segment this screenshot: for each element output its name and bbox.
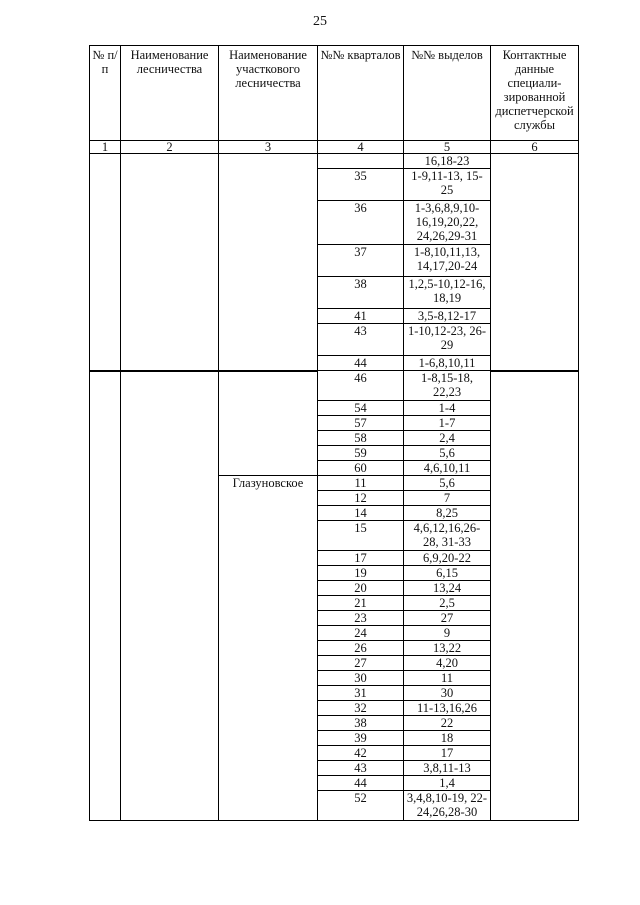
quarter-cell: 12 xyxy=(318,491,404,506)
plots-cell: 4,6,12,16,26-28, 31-33 xyxy=(404,521,491,551)
forestry-cell xyxy=(121,154,219,371)
plots-cell: 6,15 xyxy=(404,566,491,581)
plots-cell: 30 xyxy=(404,686,491,701)
quarter-cell: 23 xyxy=(318,611,404,626)
plots-cell: 18 xyxy=(404,731,491,746)
plots-cell: 1-3,6,8,9,10-16,19,20,22, 24,26,29-31 xyxy=(404,201,491,245)
plots-cell: 5,6 xyxy=(404,446,491,461)
plots-cell: 1-7 xyxy=(404,416,491,431)
column-number: 2 xyxy=(121,141,219,154)
plots-cell: 1-9,11-13, 15-25 xyxy=(404,169,491,201)
plots-cell: 27 xyxy=(404,611,491,626)
quarter-cell: 14 xyxy=(318,506,404,521)
plots-cell: 22 xyxy=(404,716,491,731)
header-row xyxy=(90,46,579,141)
header-cell-district: Наименование участкового лесничества xyxy=(219,46,318,141)
plots-cell: 11 xyxy=(404,671,491,686)
quarter-cell: 19 xyxy=(318,566,404,581)
quarter-cell: 21 xyxy=(318,596,404,611)
quarter-cell: 11 xyxy=(318,476,404,491)
plots-cell: 1-10,12-23, 26-29 xyxy=(404,324,491,356)
quarter-cell: 36 xyxy=(318,201,404,245)
column-number: 6 xyxy=(491,141,579,154)
header-cell-contacts: Контактные данные специали-зированной диспетчерской службы xyxy=(491,46,579,141)
forest-plots-table xyxy=(89,45,579,821)
plots-cell: 4,20 xyxy=(404,656,491,671)
header-cell-plots: №№ выделов xyxy=(404,46,491,141)
header-cell-quarters: №№ кварталов xyxy=(318,46,404,141)
quarter-cell: 59 xyxy=(318,446,404,461)
plots-cell: 7 xyxy=(404,491,491,506)
quarter-cell: 20 xyxy=(318,581,404,596)
quarter-cell: 57 xyxy=(318,416,404,431)
plots-cell: 1-6,8,10,11 xyxy=(404,356,491,371)
plots-cell: 13,24 xyxy=(404,581,491,596)
quarter-cell xyxy=(318,154,404,169)
table-row xyxy=(90,154,579,169)
plots-cell: 3,8,11-13 xyxy=(404,761,491,776)
plots-cell: 3,4,8,10-19, 22-24,26,28-30 xyxy=(404,791,491,821)
plots-cell: 8,25 xyxy=(404,506,491,521)
quarter-cell: 43 xyxy=(318,761,404,776)
page-number: 25 xyxy=(313,14,327,29)
quarter-cell: 44 xyxy=(318,356,404,371)
plots-cell: 5,6 xyxy=(404,476,491,491)
quarter-cell: 42 xyxy=(318,746,404,761)
quarter-cell: 27 xyxy=(318,656,404,671)
contacts-cell xyxy=(491,154,579,371)
quarter-cell: 44 xyxy=(318,776,404,791)
column-number: 1 xyxy=(90,141,121,154)
quarter-cell: 15 xyxy=(318,521,404,551)
column-number: 4 xyxy=(318,141,404,154)
quarter-cell: 52 xyxy=(318,791,404,821)
header-cell-number: № п/п xyxy=(90,46,121,141)
plots-cell: 11-13,16,26 xyxy=(404,701,491,716)
contacts-cell xyxy=(491,371,579,821)
plots-cell: 2,5 xyxy=(404,596,491,611)
table-body xyxy=(90,154,579,821)
forestry-cell xyxy=(121,371,219,821)
table-row xyxy=(90,371,579,401)
plots-cell: 1-8,15-18, 22,23 xyxy=(404,371,491,401)
plots-cell: 1,4 xyxy=(404,776,491,791)
plots-cell: 3,5-8,12-17 xyxy=(404,309,491,324)
column-number: 5 xyxy=(404,141,491,154)
header-cell-forestry: Наименование лесничества xyxy=(121,46,219,141)
plots-cell: 13,22 xyxy=(404,641,491,656)
quarter-cell: 32 xyxy=(318,701,404,716)
district-cell xyxy=(219,371,318,476)
plots-cell: 4,6,10,11 xyxy=(404,461,491,476)
quarter-cell: 60 xyxy=(318,461,404,476)
quarter-cell: 35 xyxy=(318,169,404,201)
quarter-cell: 41 xyxy=(318,309,404,324)
quarter-cell: 17 xyxy=(318,551,404,566)
plots-cell: 2,4 xyxy=(404,431,491,446)
quarter-cell: 37 xyxy=(318,245,404,277)
row-number-cell xyxy=(90,371,121,821)
plots-cell: 9 xyxy=(404,626,491,641)
quarter-cell: 30 xyxy=(318,671,404,686)
quarter-cell: 46 xyxy=(318,371,404,401)
quarter-cell: 58 xyxy=(318,431,404,446)
column-number-row xyxy=(90,141,579,154)
row-number-cell xyxy=(90,154,121,371)
quarter-cell: 43 xyxy=(318,324,404,356)
plots-cell: 17 xyxy=(404,746,491,761)
quarter-cell: 54 xyxy=(318,401,404,416)
quarter-cell: 31 xyxy=(318,686,404,701)
district-cell xyxy=(219,154,318,371)
plots-cell: 1,2,5-10,12-16, 18,19 xyxy=(404,277,491,309)
quarter-cell: 39 xyxy=(318,731,404,746)
plots-cell: 1-4 xyxy=(404,401,491,416)
quarter-cell: 38 xyxy=(318,277,404,309)
quarter-cell: 24 xyxy=(318,626,404,641)
column-number: 3 xyxy=(219,141,318,154)
quarter-cell: 38 xyxy=(318,716,404,731)
quarter-cell: 26 xyxy=(318,641,404,656)
district-name-cell: Глазуновское xyxy=(219,476,318,821)
plots-cell: 16,18-23 xyxy=(404,154,491,169)
plots-cell: 1-8,10,11,13, 14,17,20-24 xyxy=(404,245,491,277)
plots-cell: 6,9,20-22 xyxy=(404,551,491,566)
